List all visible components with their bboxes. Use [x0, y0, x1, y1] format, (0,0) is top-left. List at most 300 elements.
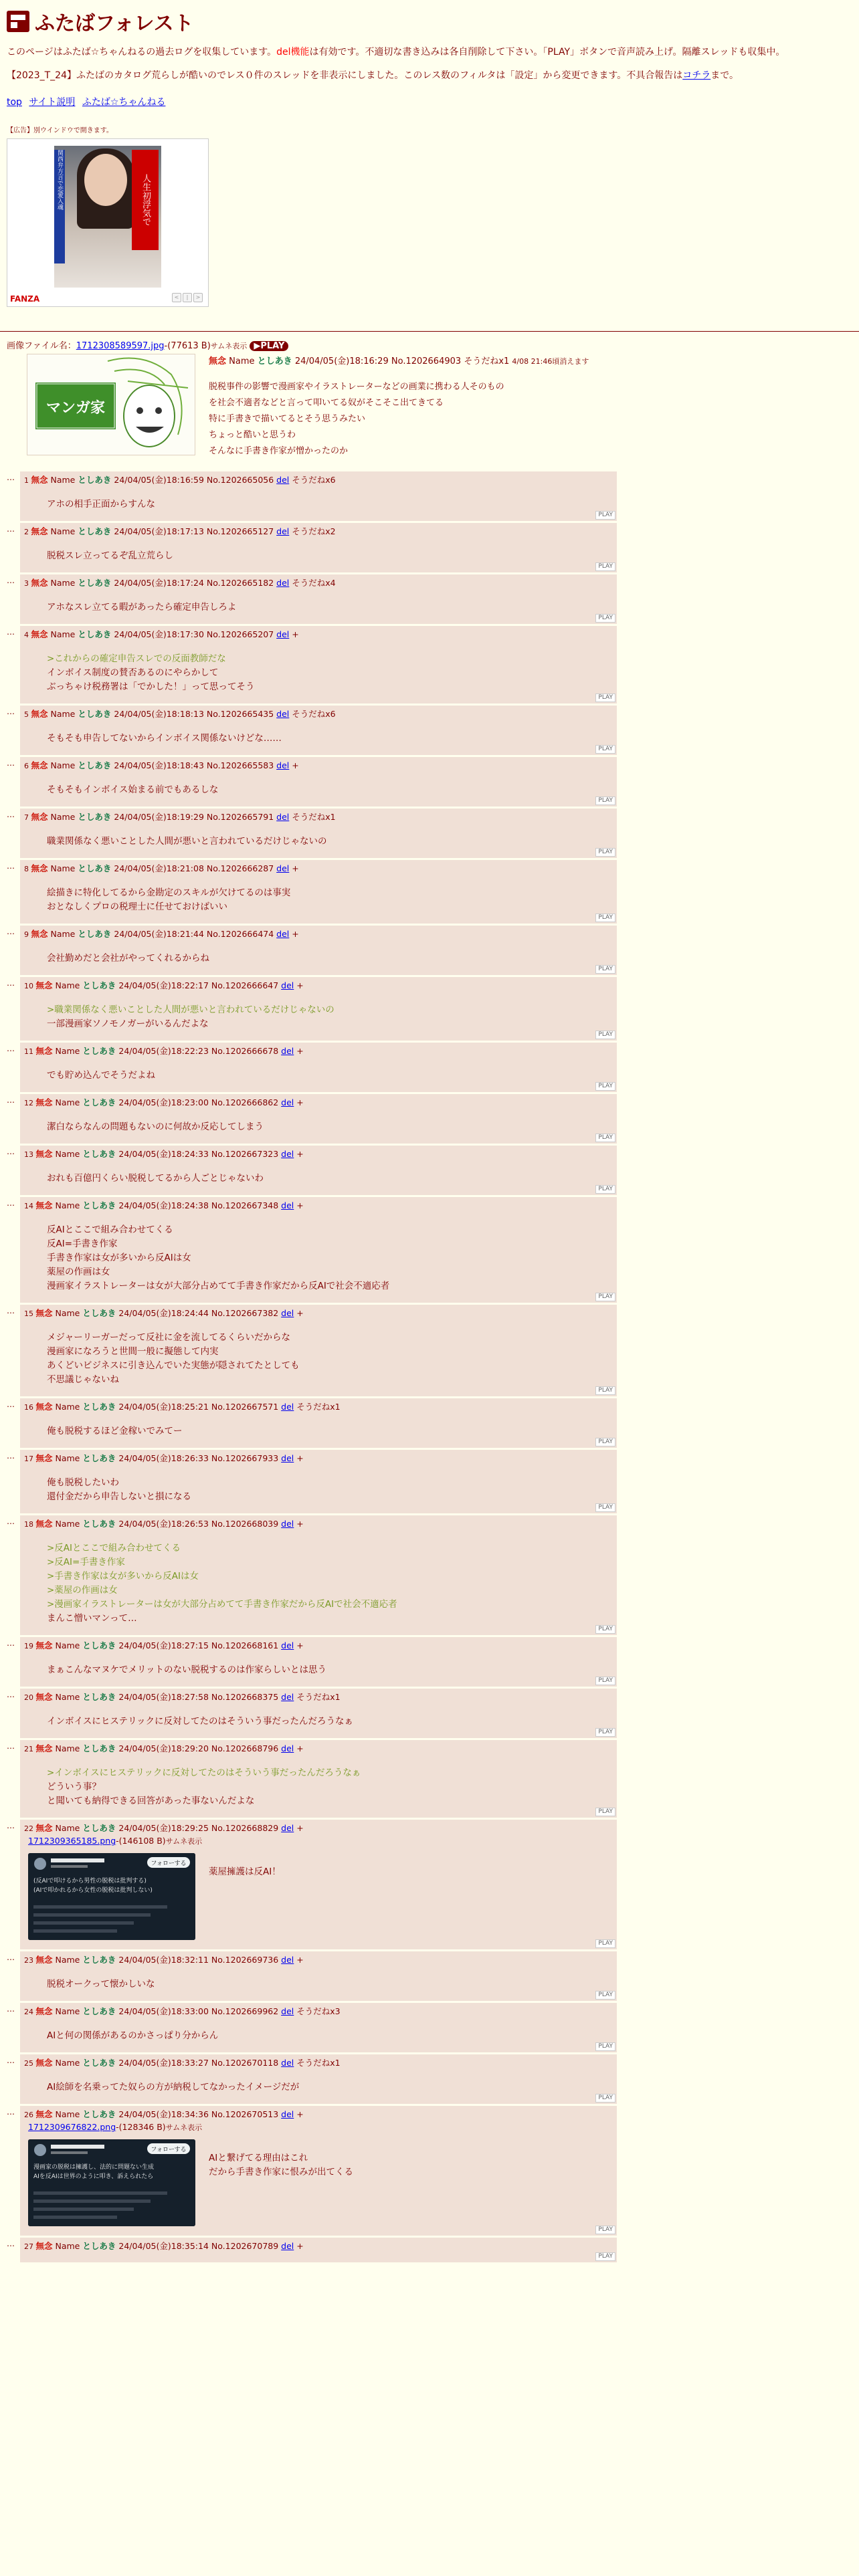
reply-play-button[interactable]: PLAY	[595, 1185, 615, 1194]
reply-name-label: Name	[55, 1692, 80, 1702]
reply-body	[47, 652, 617, 694]
reply-subject: 無念	[35, 1519, 53, 1529]
reply-number: 16	[24, 1403, 36, 1412]
reply-line: AI絵師を名乗ってた奴らの方が納税してなかったイメージだが	[47, 2082, 300, 2092]
reply-name-label: Name	[55, 980, 80, 990]
reply-sodane[interactable]: +	[296, 1200, 304, 1210]
reply-subject: 無念	[35, 1640, 53, 1650]
reply-name: としあき	[82, 1453, 116, 1463]
reply-play-button[interactable]: PLAY	[595, 1625, 615, 1634]
tweet-line: (反AIで叩けるから男性の脱税は批判する)	[33, 1878, 147, 1885]
reply-header	[24, 629, 617, 641]
reply-del-link[interactable]: del	[276, 812, 290, 822]
reply-indent-dots: …	[7, 707, 15, 716]
reply-line: あくどいビジネスに引き込んでいた実態が隠されてたとしても	[47, 1360, 300, 1371]
reply-line: 反AI=手書き作家	[47, 1239, 118, 1249]
reply-del-link[interactable]: del	[281, 2241, 294, 2251]
reply-indent-dots: …	[7, 2239, 15, 2248]
reply-sodane[interactable]: そうだねx4	[292, 578, 336, 588]
reply-post	[20, 757, 617, 807]
reply-play-button[interactable]: PLAY	[595, 1939, 615, 1948]
reply-play-button[interactable]: PLAY	[595, 693, 615, 702]
report-link[interactable]: コチラ	[682, 70, 711, 81]
reply-name-label: Name	[50, 812, 76, 822]
reply-number: 3	[24, 579, 31, 588]
reply-name: としあき	[82, 2006, 116, 2016]
reply-sodane[interactable]: そうだねx1	[296, 1692, 341, 1702]
reply-quote-line: >反AI=手書き作家	[47, 1557, 125, 1568]
reply-name-label: Name	[55, 1519, 80, 1529]
reply-play-button[interactable]: PLAY	[595, 796, 615, 805]
reply-post-number[interactable]: No.1202668375	[211, 1692, 279, 1702]
reply-row	[7, 2054, 852, 2104]
divider	[0, 331, 859, 332]
op-play-button[interactable]: ▶PLAY	[250, 341, 288, 351]
op-number[interactable]: No.1202664903	[391, 356, 462, 366]
reply-number: 11	[24, 1047, 36, 1056]
reply-post	[20, 1740, 617, 1818]
reply-sodane[interactable]: +	[296, 1519, 304, 1529]
reply-sodane[interactable]: +	[292, 629, 299, 639]
thumb-note: サムネ表示	[210, 342, 248, 350]
tweet-line: 漫画家の脱税は擁護し、法的に問題ない生成	[33, 2164, 155, 2171]
reply-line: 俺も脱税するほど金稼いでみてー	[47, 1426, 183, 1436]
reply-number: 27	[24, 2242, 36, 2251]
reply-datetime: 24/04/05(金)18:35:14	[118, 2241, 209, 2251]
reply-body	[47, 1766, 617, 1808]
reply-line: だから手書き作家に恨みが出てくる	[209, 2167, 353, 2177]
reply-del-link[interactable]: del	[276, 578, 290, 588]
reply-post-number[interactable]: No.1202668161	[211, 1640, 279, 1650]
reply-subject: 無念	[35, 1743, 53, 1753]
reply-del-link[interactable]: del	[276, 475, 290, 485]
reply-body	[47, 1424, 617, 1438]
reply-datetime: 24/04/05(金)18:33:27	[118, 2058, 209, 2068]
reply-post-number[interactable]: No.1202665583	[206, 760, 274, 770]
reply-name-label: Name	[55, 1308, 80, 1318]
reply-del-link[interactable]: del	[281, 980, 294, 990]
ad-pause-button[interactable]: |	[183, 293, 192, 302]
reply-play-button[interactable]: PLAY	[595, 2252, 615, 2261]
reply-file-link[interactable]: 1712309365185.png	[28, 1836, 116, 1846]
reply-sodane[interactable]: +	[296, 1955, 304, 1965]
file-size: -(77613 B)	[164, 341, 211, 351]
reply-post-number[interactable]: No.1202666678	[211, 1046, 279, 1056]
reply-row	[7, 860, 852, 924]
reply-post-number[interactable]: No.1202666862	[211, 1097, 279, 1107]
op-line: そんなに手書き作家が憎かったのか	[209, 446, 349, 456]
reply-number: 9	[24, 930, 31, 939]
op-expire: 4/08 21:46頃消えます	[512, 357, 589, 366]
reply-header	[24, 1200, 617, 1212]
reply-post-number[interactable]: No.1202665182	[206, 578, 274, 588]
ad-image[interactable]	[54, 146, 161, 288]
reply-row	[7, 2003, 852, 2052]
tweet-text-bar	[33, 1913, 151, 1917]
tweet-text-bar	[33, 2191, 167, 2195]
reply-play-button[interactable]: PLAY	[595, 511, 615, 520]
reply-sodane[interactable]: そうだねx1	[296, 1402, 341, 1412]
reply-row	[7, 1637, 852, 1687]
reply-name: としあき	[82, 1692, 116, 1702]
reply-post	[20, 1197, 617, 1303]
reply-sodane[interactable]: +	[296, 1453, 304, 1463]
reply-body	[47, 835, 617, 849]
reply-play-button[interactable]: PLAY	[595, 1728, 615, 1737]
tweet-text-bar	[33, 2216, 117, 2219]
reply-body	[47, 1476, 617, 1504]
reply-body	[47, 601, 617, 615]
reply-post-number[interactable]: No.1202668829	[211, 1823, 279, 1833]
reply-del-link[interactable]: del	[281, 1743, 294, 1753]
reply-play-button[interactable]: PLAY	[595, 965, 615, 974]
reply-name-label: Name	[55, 1402, 80, 1412]
reply-name: としあき	[82, 1823, 116, 1833]
reply-play-button[interactable]: PLAY	[595, 2226, 615, 2234]
reply-header	[24, 1518, 617, 1531]
reply-post-number[interactable]: No.1202669736	[211, 1955, 279, 1965]
reply-subject: 無念	[35, 1823, 53, 1833]
reply-del-link[interactable]: del	[276, 709, 290, 719]
reply-name: としあき	[78, 709, 112, 719]
reply-name: としあき	[82, 1519, 116, 1529]
tweet-author-bar	[51, 2145, 104, 2149]
tweet-follow-label: フォローする	[151, 2147, 187, 2153]
reply-del-link[interactable]: del	[281, 1149, 294, 1159]
ad-prev-button[interactable]: <	[172, 293, 181, 302]
reply-subject: 無念	[35, 1046, 53, 1056]
reply-body	[47, 1977, 617, 1992]
reply-play-button[interactable]: PLAY	[595, 914, 615, 922]
reply-row	[7, 1820, 852, 1949]
reply-sodane[interactable]: +	[292, 760, 299, 770]
reply-play-button[interactable]: PLAY	[595, 2042, 615, 2051]
reply-header	[24, 928, 617, 941]
reply-play-button[interactable]: PLAY	[595, 1503, 615, 1512]
reply-datetime: 24/04/05(金)18:24:44	[118, 1308, 209, 1318]
reply-play-button[interactable]: PLAY	[595, 1808, 615, 1816]
tweet-text-bar	[33, 1929, 117, 1933]
ad-banner[interactable]	[7, 138, 209, 307]
reply-name-label: Name	[55, 2006, 80, 2016]
reply-name-label: Name	[55, 1149, 80, 1159]
reply-subject: 無念	[35, 1692, 53, 1702]
op-text	[209, 379, 589, 459]
reply-number: 15	[24, 1309, 36, 1318]
reply-del-link[interactable]: del	[281, 1097, 294, 1107]
reply-del-link[interactable]: del	[281, 2109, 294, 2119]
reply-sodane[interactable]: +	[292, 863, 299, 873]
reply-header	[24, 2057, 617, 2070]
reply-post	[20, 1043, 617, 1092]
reply-play-button[interactable]: PLAY	[595, 1031, 615, 1039]
reply-quote-line: >インボイスにヒステリックに反対してたのはそういう事だったんだろうなぁ	[47, 1767, 361, 1778]
ad-next-button[interactable]: >	[193, 293, 203, 302]
reply-line: 脱税オークって懐かしいな	[47, 1979, 155, 1990]
tweet-line: (AIで叩かれるから女性の脱税は批判しない)	[33, 1887, 153, 1894]
reply-post	[20, 706, 617, 755]
reply-body	[47, 1223, 617, 1293]
reply-thumb-note: サムネ表示	[165, 2123, 203, 2132]
reply-row	[7, 706, 852, 755]
reply-del-link[interactable]: del	[281, 1823, 294, 1833]
reply-header	[24, 474, 617, 487]
reply-post	[20, 523, 617, 572]
op-subject: 無念	[209, 356, 227, 366]
reply-indent-dots: …	[7, 627, 15, 637]
reply-name-label: Name	[55, 2241, 80, 2251]
reply-name: としあき	[78, 629, 112, 639]
reply-post-number[interactable]: No.1202665207	[206, 629, 274, 639]
op-body	[209, 354, 589, 459]
reply-name-label: Name	[55, 1200, 80, 1210]
reply-number: 8	[24, 865, 31, 873]
reply-play-button[interactable]: PLAY	[595, 1991, 615, 2000]
reply-row	[7, 1951, 852, 2001]
reply-subject: 無念	[31, 475, 48, 485]
reply-post-number[interactable]: No.1202667382	[211, 1308, 279, 1318]
reply-header	[24, 1401, 617, 1414]
reply-post	[20, 977, 617, 1041]
reply-name-label: Name	[50, 526, 76, 536]
reply-sodane[interactable]: +	[296, 1149, 304, 1159]
reply-thumbnail[interactable]	[28, 2139, 195, 2226]
reply-post-number[interactable]: No.1202670513	[211, 2109, 279, 2119]
reply-subject: 無念	[35, 1955, 53, 1965]
reply-play-button[interactable]: PLAY	[595, 1677, 615, 1685]
reply-sodane[interactable]: +	[296, 1097, 304, 1107]
reply-indent-dots: …	[7, 2107, 15, 2117]
reply-del-link[interactable]: del	[281, 2058, 294, 2068]
reply-play-button[interactable]: PLAY	[595, 614, 615, 623]
reply-subject: 無念	[31, 760, 48, 770]
reply-post-number[interactable]: No.1202668039	[211, 1519, 279, 1529]
reply-line: 職業関係なく悪いことした人間が悪いと言われているだけじゃないの	[47, 836, 327, 847]
op-line: ちょっと酷いと思うわ	[209, 430, 296, 440]
reply-sodane[interactable]: そうだねx1	[296, 2058, 341, 2068]
reply-row	[7, 1398, 852, 1448]
reply-thumbnail[interactable]	[28, 1853, 195, 1940]
reply-header	[24, 1307, 617, 1320]
reply-post-number[interactable]: No.1202667323	[211, 1149, 279, 1159]
reply-sodane[interactable]: +	[296, 1308, 304, 1318]
reply-number: 14	[24, 1202, 36, 1210]
reply-play-button[interactable]: PLAY	[595, 562, 615, 571]
reply-header	[24, 2006, 617, 2018]
reply-name-label: Name	[55, 1453, 80, 1463]
reply-sodane[interactable]: +	[296, 2109, 304, 2119]
reply-sodane[interactable]: +	[296, 2241, 304, 2251]
reply-line: 不思議じゃないね	[47, 1374, 119, 1385]
reply-sodane[interactable]: そうだねx6	[292, 475, 336, 485]
reply-subject: 無念	[35, 2006, 53, 2016]
reply-sodane[interactable]: そうだねx1	[292, 812, 336, 822]
op-name-label: Name	[229, 356, 255, 366]
op-sodane[interactable]: そうだねx1	[464, 356, 510, 366]
reply-name-label: Name	[55, 1955, 80, 1965]
reply-play-button[interactable]: PLAY	[595, 2094, 615, 2103]
reply-play-button[interactable]: PLAY	[595, 848, 615, 857]
reply-post-number[interactable]: No.1202666287	[206, 863, 274, 873]
reply-del-link[interactable]: del	[276, 760, 290, 770]
reply-number: 21	[24, 1745, 36, 1753]
reply-del-link[interactable]: del	[281, 1200, 294, 1210]
reply-post	[20, 1689, 617, 1738]
reply-post-number[interactable]: No.1202668796	[211, 1743, 279, 1753]
reply-file-link[interactable]: 1712309676822.png	[28, 2122, 116, 2132]
reply-sodane[interactable]: +	[296, 980, 304, 990]
reply-sodane[interactable]: そうだねx2	[292, 526, 336, 536]
reply-datetime: 24/04/05(金)18:27:58	[118, 1692, 209, 1702]
reply-name-label: Name	[50, 578, 76, 588]
reply-play-button[interactable]: PLAY	[595, 1438, 615, 1446]
reply-subject: 無念	[35, 2109, 53, 2119]
reply-del-link[interactable]: del	[276, 526, 290, 536]
reply-play-button[interactable]: PLAY	[595, 745, 615, 754]
reply-del-link[interactable]: del	[276, 629, 290, 639]
intro	[7, 45, 852, 83]
reply-name: としあき	[82, 1149, 116, 1159]
reply-subject: 無念	[31, 863, 48, 873]
reply-post-number[interactable]: No.1202667933	[211, 1453, 279, 1463]
reply-sodane[interactable]: +	[296, 1823, 304, 1833]
reply-play-button[interactable]: PLAY	[595, 1386, 615, 1395]
reply-sodane[interactable]: +	[292, 929, 299, 939]
reply-name: としあき	[82, 1200, 116, 1210]
reply-del-link[interactable]: del	[281, 2006, 294, 2016]
reply-thumb-note: サムネ表示	[165, 1837, 203, 1846]
reply-post-number[interactable]: No.1202667348	[211, 1200, 279, 1210]
reply-number: 7	[24, 813, 31, 822]
reply-play-button[interactable]: PLAY	[595, 1134, 615, 1142]
reply-datetime: 24/04/05(金)18:33:00	[118, 2006, 209, 2016]
reply-play-button[interactable]: PLAY	[595, 1082, 615, 1091]
reply-indent-dots: …	[7, 1953, 15, 1962]
reply-name: としあき	[82, 980, 116, 990]
reply-line: 還付金だから申告しないと損になる	[47, 1491, 191, 1502]
reply-number: 6	[24, 762, 31, 770]
nav-top-link[interactable]: top	[7, 97, 22, 108]
reply-line: アホの相手正面からすんな	[47, 499, 155, 510]
reply-del-link[interactable]: del	[281, 1692, 294, 1702]
reply-sodane[interactable]: +	[296, 1640, 304, 1650]
op-file-link[interactable]: 1712308589597.jpg	[76, 341, 165, 351]
reply-header	[24, 811, 617, 824]
reply-indent-dots: …	[7, 861, 15, 871]
reply-post-number[interactable]: No.1202665127	[206, 526, 274, 536]
reply-sodane[interactable]: そうだねx3	[296, 2006, 341, 2016]
reply-post	[20, 1305, 617, 1396]
reply-indent-dots: …	[7, 1400, 15, 1409]
site-title-text: ふたばフォレスト	[35, 12, 194, 35]
reply-post-number[interactable]: No.1202666474	[206, 929, 274, 939]
reply-post-number[interactable]: No.1202665791	[206, 812, 274, 822]
reply-datetime: 24/04/05(金)18:25:21	[118, 1402, 209, 1412]
reply-play-button[interactable]: PLAY	[595, 1293, 615, 1301]
reply-number: 26	[24, 2111, 36, 2119]
reply-subject: 無念	[35, 2058, 53, 2068]
reply-post-number[interactable]: No.1202665056	[206, 475, 274, 485]
reply-header	[24, 863, 617, 875]
reply-del-link[interactable]: del	[281, 1519, 294, 1529]
reply-line: インボイス制度の賛否あるのにやらかして	[47, 667, 219, 678]
reply-name-label: Name	[50, 709, 76, 719]
intro-paragraph-2	[7, 69, 852, 83]
del-feature-note: del機能	[276, 47, 310, 58]
reply-row	[7, 1689, 852, 1738]
reply-name: としあき	[78, 760, 112, 770]
reply-del-link[interactable]: del	[281, 1453, 294, 1463]
reply-indent-dots: …	[7, 758, 15, 768]
reply-post-number[interactable]: No.1202670118	[211, 2058, 279, 2068]
reply-datetime: 24/04/05(金)18:18:43	[114, 760, 204, 770]
reply-datetime: 24/04/05(金)18:27:15	[118, 1640, 209, 1650]
reply-subject: 無念	[31, 629, 48, 639]
reply-post-number[interactable]: No.1202666647	[211, 980, 279, 990]
reply-post	[20, 471, 617, 521]
reply-name-label: Name	[55, 1097, 80, 1107]
reply-del-link[interactable]: del	[281, 1640, 294, 1650]
reply-row	[7, 757, 852, 807]
tweet-line: AIを反AIは世界のように叩き、訴えられたら	[33, 2173, 154, 2180]
reply-indent-dots: …	[7, 978, 15, 988]
reply-header	[24, 708, 617, 721]
reply-subject: 無念	[31, 929, 48, 939]
reply-indent-dots: …	[7, 927, 15, 936]
reply-line: 漫画家イラストレーターは女が大部分占めてて手書き作家だから反AIで社会不適応者	[47, 1281, 390, 1291]
nav-about-link[interactable]: サイト説明	[29, 97, 76, 108]
reply-sodane[interactable]: +	[296, 1046, 304, 1056]
op-thumbnail[interactable]	[27, 354, 195, 455]
tweet-text-bar	[33, 1921, 134, 1925]
reply-del-link[interactable]: del	[276, 863, 290, 873]
reply-sodane[interactable]: そうだねx6	[292, 709, 336, 719]
reply-del-link[interactable]: del	[281, 1402, 294, 1412]
reply-post-number[interactable]: No.1202667571	[211, 1402, 279, 1412]
reply-indent-dots: …	[7, 1741, 15, 1751]
reply-quote-line: >反AIとここで組み合わせてくる	[47, 1543, 181, 1553]
reply-name: としあき	[82, 1743, 116, 1753]
reply-list	[7, 471, 852, 2262]
reply-del-link[interactable]: del	[281, 1308, 294, 1318]
file-label: 画像ファイル名：	[7, 341, 76, 351]
reply-post	[20, 1094, 617, 1144]
reply-indent-dots: …	[7, 1821, 15, 1830]
reply-datetime: 24/04/05(金)18:29:25	[118, 1823, 209, 1833]
reply-subject: 無念	[35, 1453, 53, 1463]
reply-post-number[interactable]: No.1202665435	[206, 709, 274, 719]
reply-row	[7, 523, 852, 572]
tweet-avatar	[34, 1858, 46, 1870]
reply-post	[20, 574, 617, 624]
reply-row	[7, 926, 852, 975]
reply-number: 19	[24, 1642, 36, 1650]
reply-post-number[interactable]: No.1202670789	[211, 2241, 279, 2251]
tweet-follow-label: フォローする	[151, 1860, 187, 1867]
reply-body	[47, 1715, 617, 1729]
reply-body	[47, 886, 617, 914]
reply-sodane[interactable]: +	[296, 1743, 304, 1753]
reply-post-number[interactable]: No.1202669962	[211, 2006, 279, 2016]
reply-line: まぁこんなマヌケでメリットのない脱税するのは作家らしいとは思う	[47, 1665, 326, 1675]
reply-name-label: Name	[55, 2109, 80, 2119]
reply-number: 1	[24, 476, 31, 485]
reply-del-link[interactable]: del	[281, 1955, 294, 1965]
nav-futaba-link[interactable]: ふたば☆ちゃんねる	[82, 97, 166, 108]
reply-del-link[interactable]: del	[281, 1046, 294, 1056]
op-line: 特に手書きで描いてるとそう思うみたい	[209, 414, 366, 424]
reply-del-link[interactable]: del	[276, 929, 290, 939]
